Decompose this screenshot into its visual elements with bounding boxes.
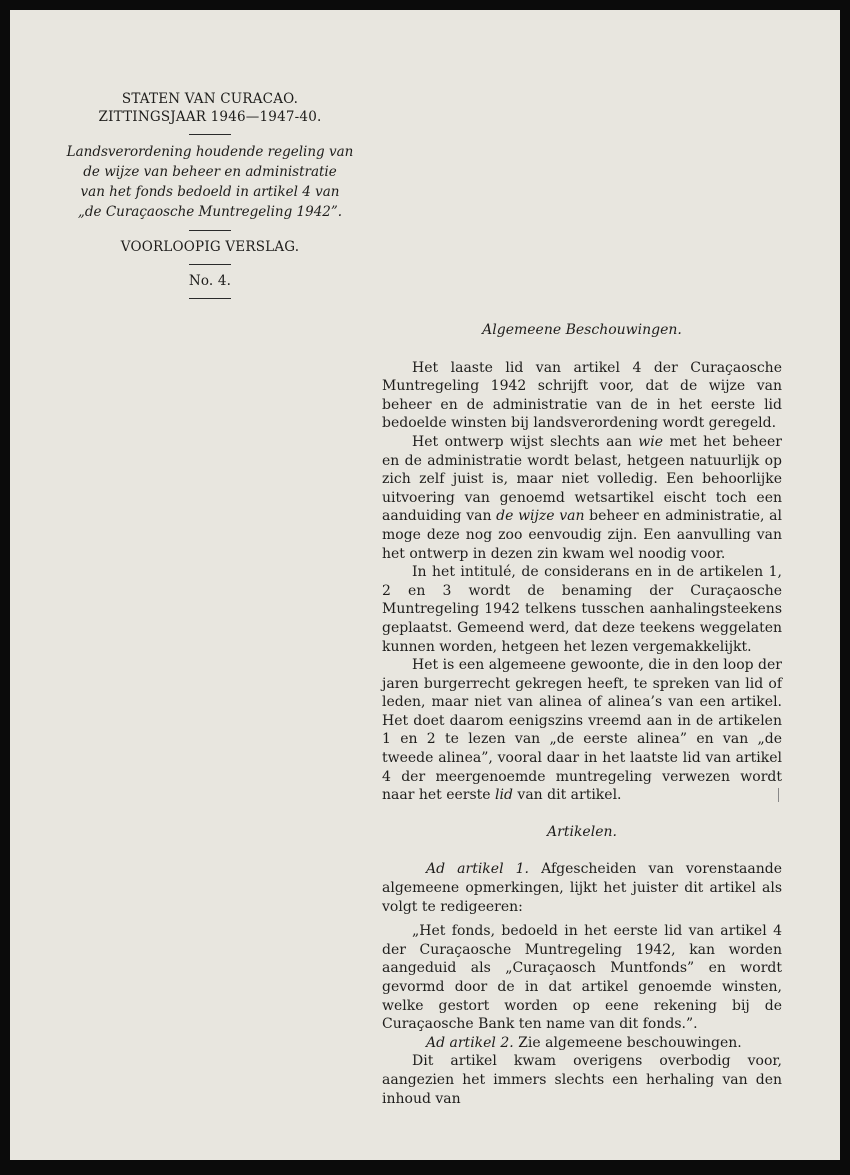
subject-line: van het fonds bedoeld in artikel 4 van: [80, 184, 340, 200]
document-header: [60, 90, 360, 306]
paragraph: Dit artikel kwam overigens overbodig voor, aangezien het immers slechts een herhaling van den inhoud van: [382, 1053, 782, 1107]
report-type: VOORLOOPIG VERSLAG.: [120, 239, 300, 255]
article-label: Ad artikel 1.: [426, 861, 529, 878]
paragraph: Ad artikel 2. Zie algemeene beschouwingen.: [426, 1034, 742, 1051]
divider: [189, 230, 231, 231]
paragraph: Het ontwerp wijst slechts aan wie met het beheer en de administratie wordt belast, hetgeen natuurlijk op zich zelf juist is, maar niet volledig. Een behoorlijke uitvoering van genoemd wetsartikel eischt toch een aanduiding van de wijze van beheer en administratie, al moge deze nog zoo eenvoudig zijn. Een aanvulling van het ontwerp in dezen zin kwam wel noodig voor.: [382, 433, 782, 562]
section-heading-general: Algemeene Beschouwingen.: [482, 322, 682, 338]
subject-line: „de Curaçaosche Muntregeling 1942”.: [77, 204, 343, 220]
article-label: Ad artikel 2.: [426, 1034, 514, 1051]
paragraph: In het intitulé, de considerans en in de artikelen 1, 2 en 3 wordt de benaming der Curaçaosche Muntregeling 1942 telkens tusschen aanhalingsteekens geplaatst. Gemeend werd, dat deze teekens weggelaten kunnen worden, hetgeen het lezen vergemakkelijkt.: [382, 564, 782, 655]
divider: [189, 298, 231, 299]
divider: [189, 264, 231, 265]
document-page: [10, 10, 840, 1160]
subject-line: de wijze van beheer en administratie: [83, 164, 337, 180]
ordinance-subject: [60, 142, 360, 222]
margin-mark: [778, 788, 779, 802]
paragraph: Ad artikel 1. Afgescheiden van vorenstaande algemeene opmerkingen, lijkt het juister dit artikel als volgt te redigeeren:: [382, 861, 782, 915]
main-column: [382, 321, 782, 1108]
paragraph: Het is een algemeene gewoonte, die in den loop der jaren burgerrecht gekregen heeft, te spreken van lid of leden, maar niet van alinea of alinea’s van een artikel. Het doet daarom eenigszins vreemd aan in de artikelen 1 en 2 te lezen van „de eerste alinea” en van „de tweede alinea”, vooral daar in het laatste lid van artikel 4 der meergenoemde muntregeling verwezen wordt naar het eerste lid van dit artikel.: [382, 657, 782, 804]
divider: [189, 134, 231, 135]
session-year: ZITTINGSJAAR 1946—1947-40.: [98, 109, 322, 125]
quoted-article-text: „Het fonds, bedoeld in het eerste lid van artikel 4 der Curaçaosche Muntregeling 1942, kan worden aangeduid als „Curaçaosch Muntfonds” en wordt gevormd door de in dat artikel genoemde winsten, welke gestort worden op eene rekening bij de Curaçaosche Bank ten name van dit fonds.”.: [382, 923, 782, 1033]
paragraph: Het laaste lid van artikel 4 der Curaçaosche Muntregeling 1942 schrijft voor, dat de wijze van beheer en de administratie van de in het eerste lid bedoelde winsten bij landsverordening wordt geregeld.: [382, 359, 782, 432]
subject-line: Landsverordening houdende regeling van: [66, 144, 354, 160]
section-heading-articles: Artikelen.: [547, 823, 617, 840]
assembly-title: STATEN VAN CURACAO.: [121, 91, 299, 107]
document-number: No. 4.: [188, 273, 232, 289]
